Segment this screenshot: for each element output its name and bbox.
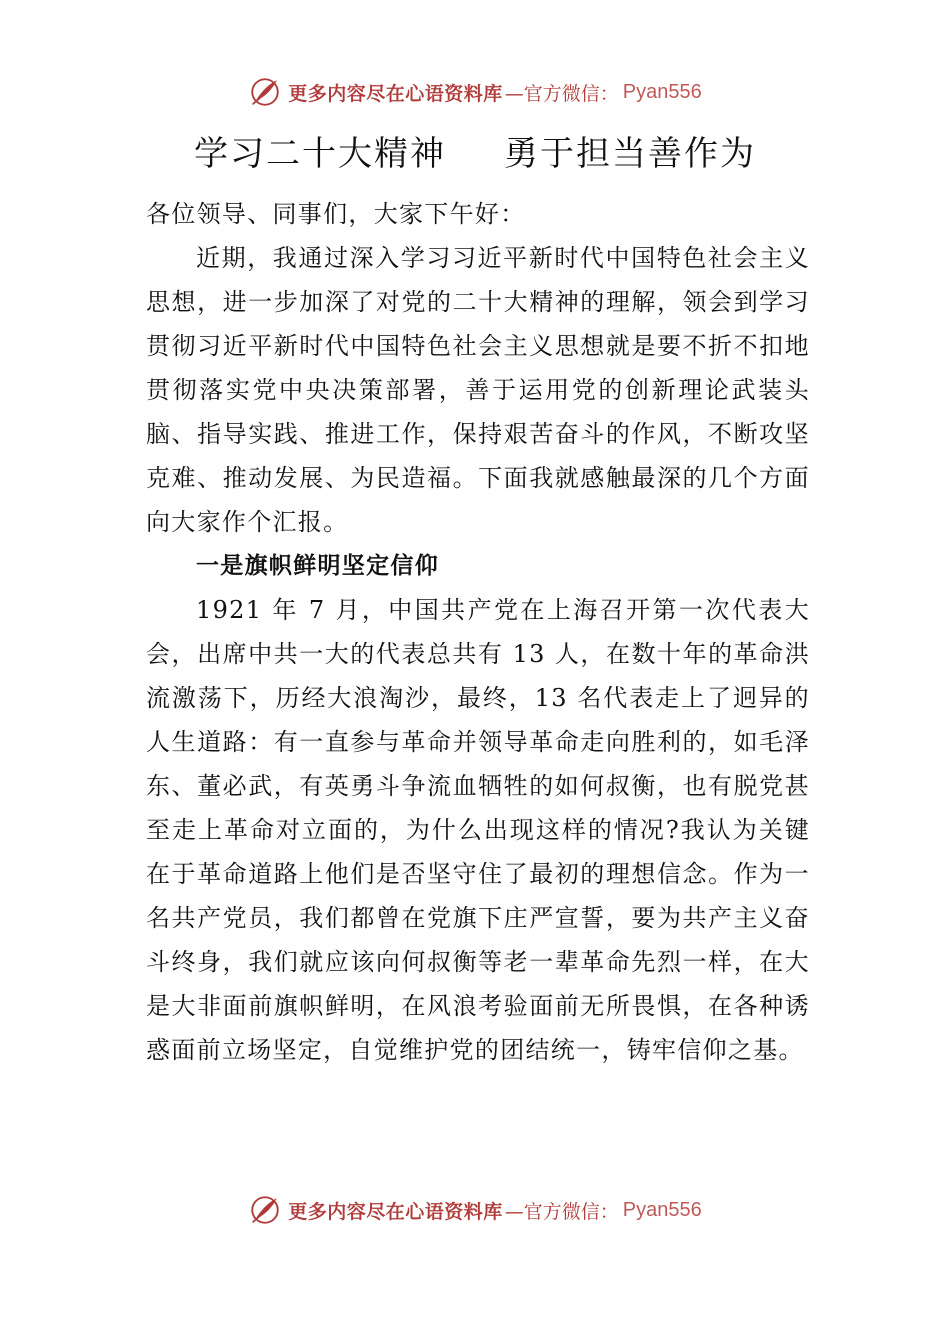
header-watermark [0, 72, 950, 112]
section-paragraph: 1921 年 7 月，中国共产党在上海召开第一次代表大会，出席中共一大的代表总共有 13 人，在数十年的革命洪流激荡下，历经大浪淘沙，最终，13 名代表走上了迥异的人生道路：有一直参与革命并领导革命走向胜利的，如毛泽东、董必武，有英勇斗争流血牺牲的如何叔衡，也有脱党甚至走上革命对立面的，为什么出现这样的情况?我认为关键在于革命道路上他们是否坚守住了最初的理想信念。作为一名共产党员，我们都曾在党旗下庄严宣誓，要为共产主义奋斗终身，我们就应该向何叔衡等老一辈革命先烈一样，在大是大非面前旗帜鲜明，在风浪考验面前无所畏惧，在各种诱惑面前立场坚定，自觉维护党的团结统一，铸牢信仰之基。 [146, 596, 810, 1064]
title-part-1: 学习二十大精神 [194, 134, 446, 174]
section-heading: 一是旗帜鲜明坚定信仰 [196, 553, 439, 579]
watermark-text: 更多内容尽在心语资料库 [288, 82, 503, 105]
document-title [0, 126, 950, 175]
feather-quill-logo-icon [248, 1193, 282, 1227]
greeting: 各位领导、同事们，大家下午好： [146, 200, 526, 228]
title-part-2: 勇于担当善作为 [504, 134, 756, 174]
watermark-separator: —官方微信： [504, 82, 619, 105]
watermark-handle: Pyan556 [622, 1198, 702, 1221]
watermark-handle: Pyan556 [622, 80, 702, 103]
document-body [146, 192, 810, 1072]
feather-quill-logo-icon [248, 75, 282, 109]
intro-paragraph: 近期，我通过深入学习习近平新时代中国特色社会主义思想，进一步加深了对党的二十大精神的理解，领会到学习贯彻习近平新时代中国特色社会主义思想就是要不折不扣地贯彻落实党中央决策部署，善于运用党的创新理论武装头脑、指导实践、推进工作，保持艰苦奋斗的作风，不断攻坚 克难、推动发展、为民造福。下面我就感触最深的几个方面向大家作个汇报。 [146, 244, 810, 536]
watermark-text: 更多内容尽在心语资料库 [288, 1200, 503, 1223]
footer-watermark [0, 1190, 950, 1230]
watermark-separator: —官方微信： [504, 1200, 619, 1223]
